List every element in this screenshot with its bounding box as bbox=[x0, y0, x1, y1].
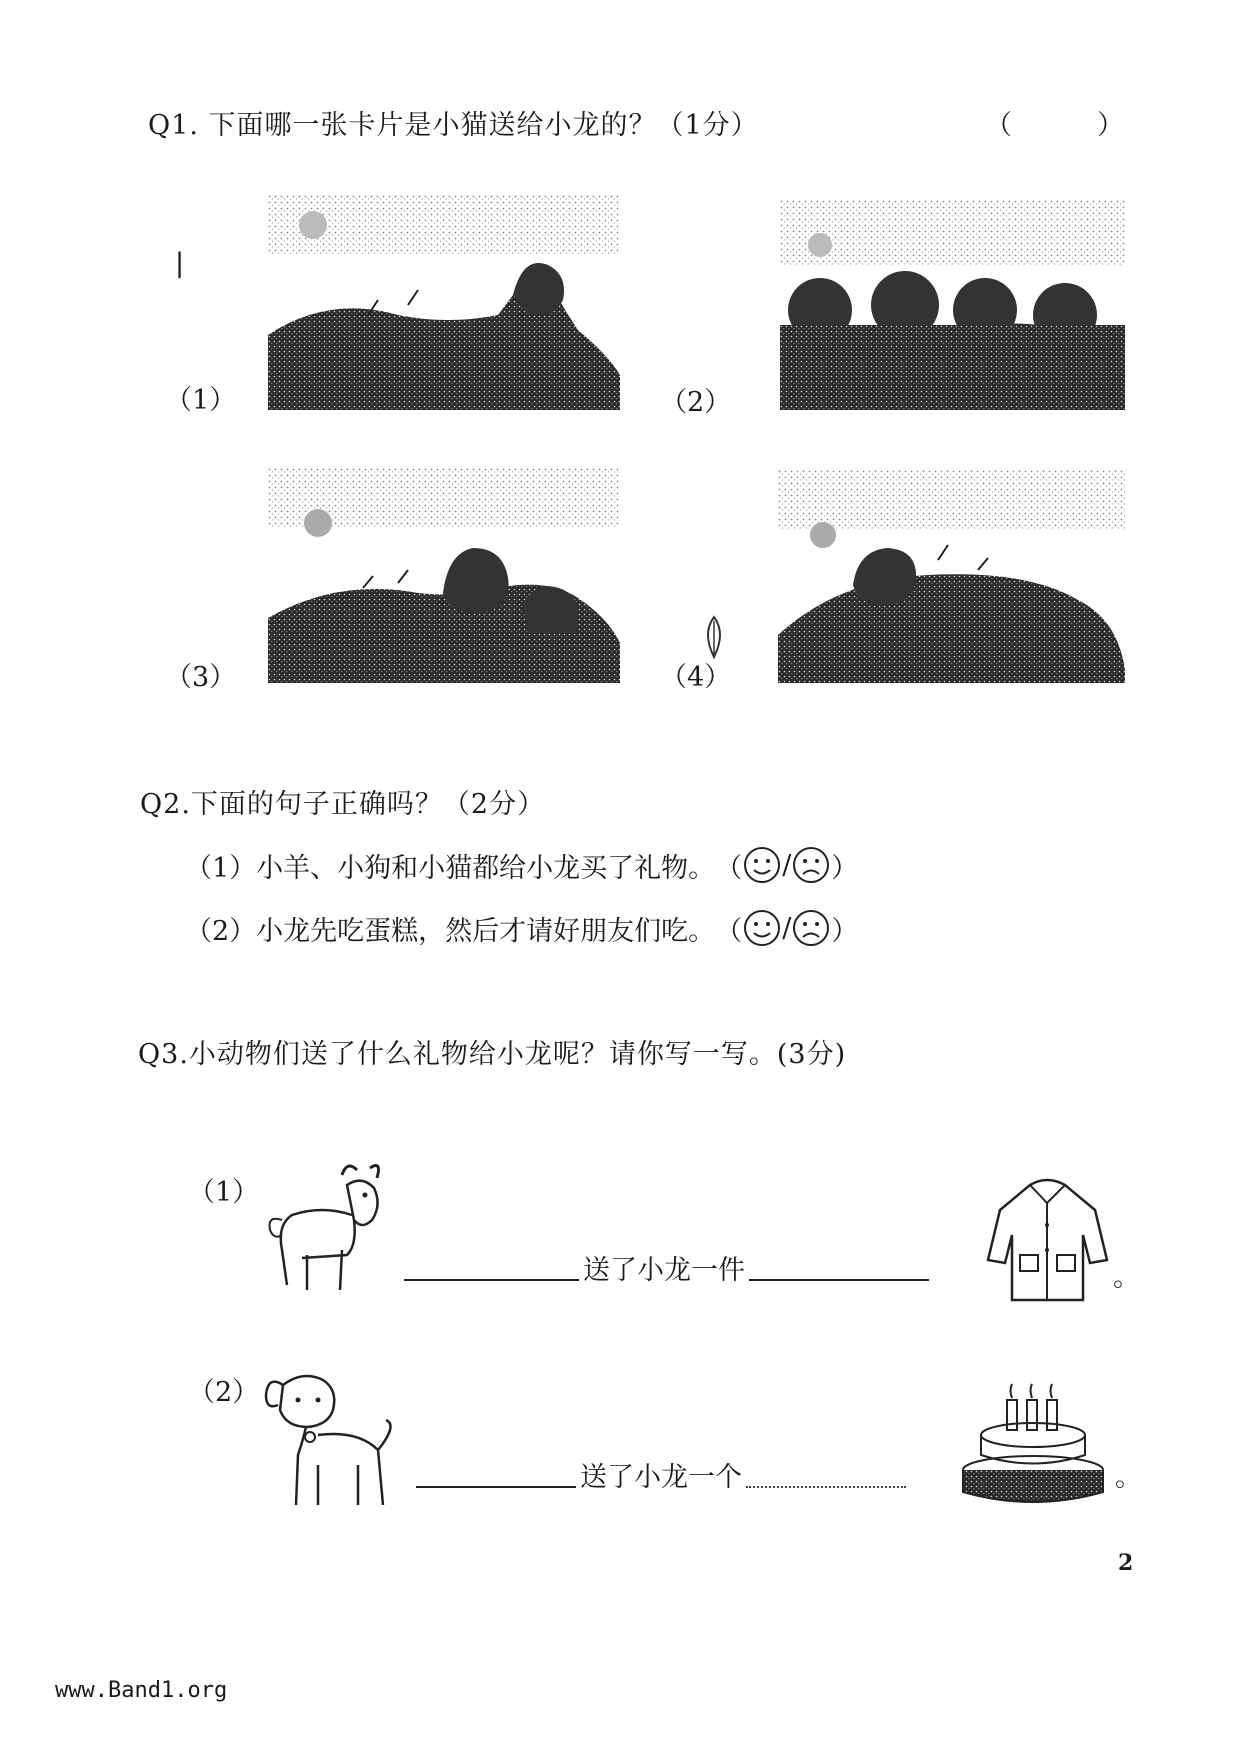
q2-statement-2-text: （2）小龙先吃蛋糕，然后才请好朋友们吃。 bbox=[185, 915, 716, 947]
page-number: 2 bbox=[1118, 1550, 1134, 1576]
q3-item-1-sentence bbox=[400, 1248, 933, 1287]
sad-face-icon[interactable] bbox=[791, 845, 831, 885]
q2-statement-2 bbox=[185, 908, 858, 948]
cake-icon bbox=[955, 1380, 1115, 1515]
q3-item-2-end: 。 bbox=[1115, 1462, 1142, 1493]
q3-item-2-label: （2） bbox=[188, 1377, 260, 1408]
smiley-face-icon[interactable] bbox=[742, 908, 782, 948]
sad-face-icon[interactable] bbox=[791, 908, 831, 948]
card-3-label: （3） bbox=[165, 662, 237, 693]
q2-statement-1-close: ） bbox=[831, 852, 859, 884]
q2-title: Q2.下面的句子正确吗？（2分） bbox=[140, 789, 546, 820]
q2-statement-1-text: （1）小羊、小狗和小猫都给小龙买了礼物。 bbox=[185, 852, 716, 884]
card-2-label: （2） bbox=[660, 387, 732, 418]
card-1-landscape-image[interactable] bbox=[268, 195, 620, 410]
q1-answer-paren[interactable]: （ ） bbox=[985, 110, 1125, 141]
gift-answer-blank-2[interactable] bbox=[746, 1484, 906, 1488]
q3-item-2-middle: 送了小龙一个 bbox=[580, 1462, 742, 1493]
card-3-landscape-image[interactable] bbox=[268, 468, 620, 683]
stray-mark: | bbox=[175, 248, 185, 279]
q3-item-1-end: 。 bbox=[1113, 1262, 1140, 1293]
dog-icon bbox=[258, 1365, 408, 1515]
card-4-label: （4） bbox=[660, 662, 732, 693]
q2-statement-1-open: （ bbox=[715, 852, 743, 884]
smiley-face-icon[interactable] bbox=[742, 845, 782, 885]
q3-item-1-label: （1） bbox=[188, 1177, 260, 1208]
q2-statement-1-slash: / bbox=[782, 849, 792, 881]
footer-url[interactable]: www.Band1.org bbox=[55, 1678, 228, 1703]
coat-icon bbox=[985, 1175, 1110, 1310]
q1-title: Q1. 下面哪一张卡片是小猫送给小龙的？（1分） bbox=[148, 110, 759, 141]
q2-statement-2-close: ） bbox=[831, 915, 859, 947]
q3-title: Q3.小动物们送了什么礼物给小龙呢？请你写一写。(3分) bbox=[138, 1039, 847, 1070]
q3-item-2-sentence bbox=[412, 1455, 910, 1494]
card-4-landscape-image[interactable] bbox=[778, 470, 1125, 683]
goat-icon bbox=[262, 1160, 397, 1300]
gift-answer-blank-1[interactable] bbox=[749, 1277, 929, 1281]
animal-answer-blank-2[interactable] bbox=[416, 1484, 576, 1488]
q2-statement-2-open: （ bbox=[715, 915, 743, 947]
card-2-landscape-image[interactable] bbox=[780, 200, 1125, 410]
q3-item-1-middle: 送了小龙一件 bbox=[583, 1255, 745, 1286]
q2-statement-1 bbox=[185, 845, 858, 885]
card-1-label: （1） bbox=[165, 385, 237, 416]
leaf-icon bbox=[700, 615, 728, 660]
animal-answer-blank-1[interactable] bbox=[404, 1277, 579, 1281]
q2-statement-2-slash: / bbox=[782, 912, 792, 944]
